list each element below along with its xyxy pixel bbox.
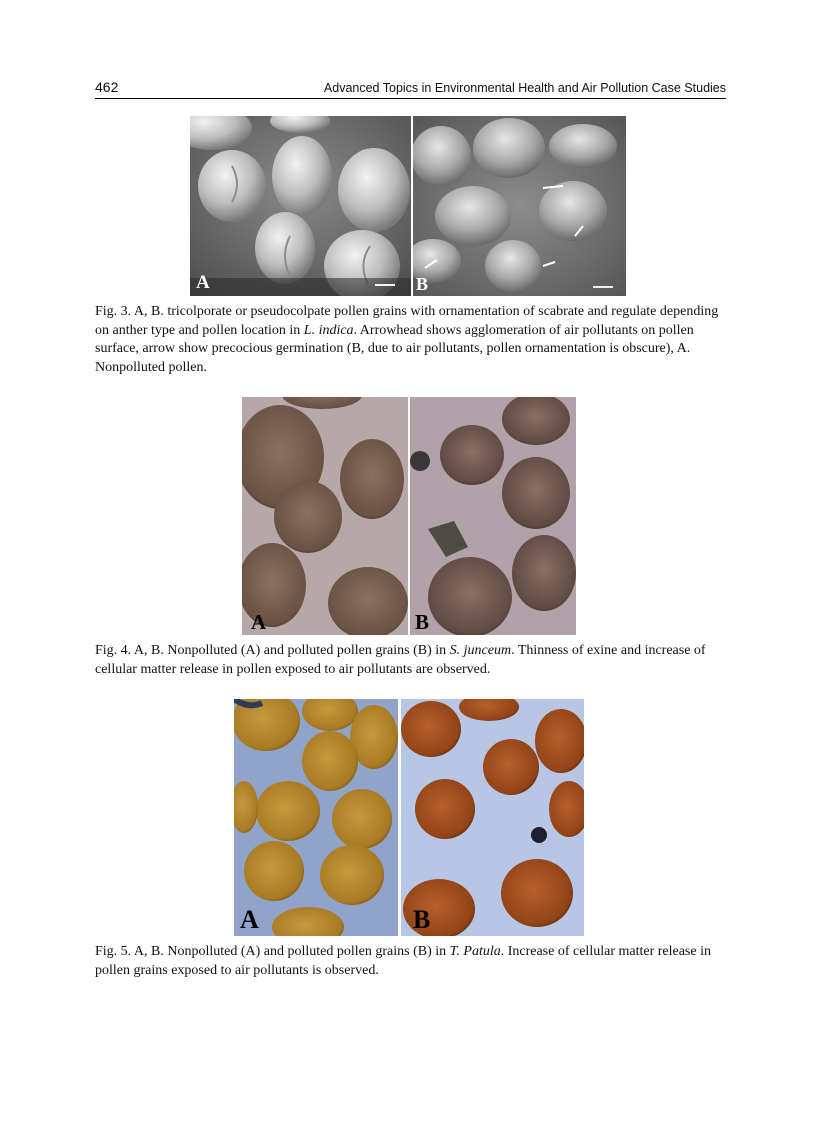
figure-4-label-a: A	[251, 610, 267, 634]
figure-5-label-a: A	[240, 905, 259, 934]
figure-4-caption-prefix: Fig. 4. A, B. Nonpolluted (A) and polluted pollen grains (B) in	[95, 643, 450, 658]
figure-4-label-b: B	[415, 610, 430, 634]
figure-5-caption	[95, 943, 730, 980]
figure-5-caption-prefix: Fig. 5. A, B. Nonpolluted (A) and polluted pollen grains (B) in	[95, 944, 450, 959]
stained-micrograph-b	[401, 699, 584, 936]
figure-3-caption-suffix: . Arrowhead shows agglomeration of air pollutants on pollen surface, arrow show precocious germination (B, due to air pollutants, pollen ornamentation is obscure), A. Nonpolluted pollen.	[95, 322, 694, 375]
figure-3-image	[190, 116, 626, 296]
figure-5-panel-a	[234, 699, 398, 936]
figure-4-caption-species: S. junceum	[449, 643, 512, 658]
figure-5-caption-suffix: . Increase of cellular matter release in pollen grains exposed to air pollutants is observed.	[95, 944, 711, 978]
figure-3-label-a: A	[196, 272, 210, 293]
figure-4-panel-a	[242, 397, 408, 635]
figure-3-caption-species: L. indica	[303, 322, 354, 338]
figure-5-label-b: B	[413, 905, 431, 934]
figure-5-caption-species: T. Patula	[449, 944, 501, 959]
sem-micrograph-a	[190, 116, 411, 296]
figure-4-image	[242, 397, 576, 635]
light-micrograph-b	[410, 397, 576, 635]
running-header	[95, 78, 726, 99]
figure-3-panel-a	[190, 116, 411, 296]
figure-3-panel-b	[413, 116, 626, 296]
running-title: Advanced Topics in Environmental Health and Air Pollution Case Studies	[323, 81, 726, 95]
figure-4-caption	[95, 642, 730, 679]
figure-4-panel-b	[410, 397, 576, 635]
figure-3-caption	[95, 303, 730, 377]
light-micrograph-a	[242, 397, 408, 635]
figure-3-caption-prefix: Fig. 3. A, B. tricolporate or pseudocolpate pollen grains with ornamentation of scabrate and regulate depending on anther type and pollen location in	[95, 304, 719, 338]
sem-micrograph-b	[413, 116, 626, 296]
figure-5-image	[234, 699, 584, 936]
figure-4-caption-suffix: . Thinness of exine and increase of cellular matter release in pollen exposed to air pollutants are observed.	[95, 643, 706, 677]
figure-3-label-b: B	[416, 274, 429, 294]
figure-5-panel-b	[401, 699, 584, 936]
stained-micrograph-a	[234, 699, 398, 936]
page-number: 462	[95, 79, 119, 95]
